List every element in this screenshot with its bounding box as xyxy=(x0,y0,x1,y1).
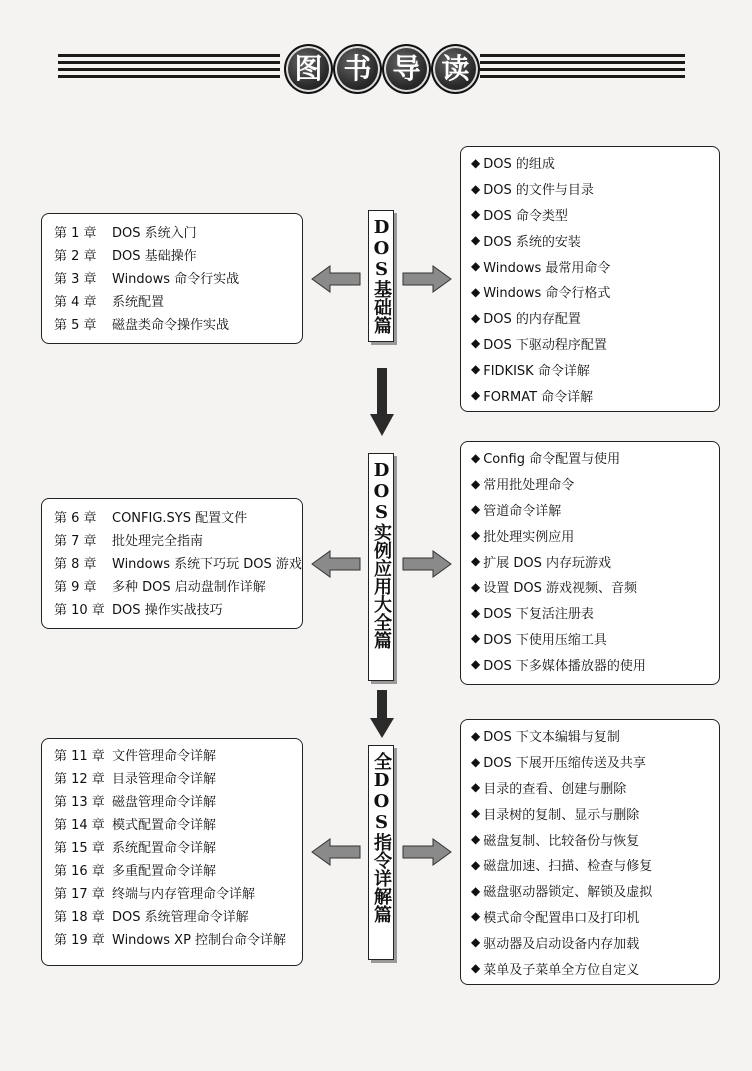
arrow-right-icon xyxy=(403,837,451,867)
topic-item: ◆ 目录树的复制、显示与删除 xyxy=(471,806,640,823)
topic-item: ◆ 批处理实例应用 xyxy=(471,528,575,545)
topic-item: ◆ FIDKISK 命令详解 xyxy=(471,362,590,379)
title-char: 导 xyxy=(382,44,431,94)
chapter-item: 第 8 章 Windows 系统下巧玩 DOS 游戏 xyxy=(54,557,302,572)
topic-item: ◆ DOS 系统的安装 xyxy=(471,233,581,250)
topic-item: ◆ DOS 的文件与目录 xyxy=(471,181,594,199)
topic-item: ◆ 模式命令配置串口及打印机 xyxy=(471,909,640,926)
chapter-item: 第 12 章 目录管理命令详解 xyxy=(54,772,217,787)
topic-item: ◆ 常用批处理命令 xyxy=(471,476,575,494)
topic-item: ◆ Config 命令配置与使用 xyxy=(471,450,621,468)
topic-item: ◆ DOS 的内存配置 xyxy=(471,310,581,328)
chapter-list-basics xyxy=(41,213,303,344)
section-label-commands: 全DOS指令详解篇 xyxy=(368,745,394,960)
arrow-left-icon xyxy=(312,549,360,579)
chapter-item: 第 10 章 DOS 操作实战技巧 xyxy=(54,603,223,618)
arrow-right-icon xyxy=(403,549,451,579)
chapter-item: 第 11 章 文件管理命令详解 xyxy=(54,749,217,764)
arrow-left-icon xyxy=(312,837,360,867)
section-label-examples: DOS实例应用大全篇 xyxy=(368,453,394,681)
chapter-item: 第 17 章 终端与内存管理命令详解 xyxy=(54,887,256,902)
topic-item: ◆ DOS 下文本编辑与复制 xyxy=(471,728,620,746)
chapter-item: 第 7 章 批处理完全指南 xyxy=(54,534,204,549)
header-lines-left xyxy=(58,54,280,88)
arrow-left-icon xyxy=(312,264,360,294)
chapter-item: 第 2 章 DOS 基础操作 xyxy=(54,249,197,264)
chapter-item: 第 15 章 系统配置命令详解 xyxy=(54,841,217,856)
chapter-item: 第 16 章 多重配置命令详解 xyxy=(54,864,217,879)
topic-list-commands xyxy=(460,719,720,985)
topic-item: ◆ DOS 下多媒体播放器的使用 xyxy=(471,657,646,674)
chapter-item: 第 19 章 Windows XP 控制台命令详解 xyxy=(54,933,287,948)
topic-item: ◆ DOS 命令类型 xyxy=(471,207,568,224)
header-lines-right xyxy=(480,54,685,88)
chapter-item: 第 18 章 DOS 系统管理命令详解 xyxy=(54,910,249,925)
topic-item: ◆ 扩展 DOS 内存玩游戏 xyxy=(471,554,611,571)
topic-item: ◆ DOS 下使用压缩工具 xyxy=(471,631,607,648)
chapter-item: 第 1 章 DOS 系统入门 xyxy=(54,226,197,241)
title-char: 读 xyxy=(431,44,480,94)
topic-item: ◆ 管道命令详解 xyxy=(471,502,562,519)
chapter-item: 第 4 章 系统配置 xyxy=(54,295,165,310)
topic-item: ◆ Windows 最常用命令 xyxy=(471,259,611,276)
topic-item: ◆ 菜单及子菜单全方位自定义 xyxy=(471,961,640,978)
chapter-list-examples xyxy=(41,498,303,629)
chapter-item: 第 9 章 多种 DOS 启动盘制作详解 xyxy=(54,580,266,595)
topic-item: ◆ 磁盘加速、扫描、检查与修复 xyxy=(471,857,653,875)
chapter-item: 第 3 章 Windows 命令行实战 xyxy=(54,272,240,287)
chapter-item: 第 13 章 磁盘管理命令详解 xyxy=(54,795,217,810)
topic-list-examples xyxy=(460,441,720,685)
page-title xyxy=(284,44,480,96)
topic-item: ◆ DOS 下复活注册表 xyxy=(471,605,594,623)
topic-item: ◆ FORMAT 命令详解 xyxy=(471,388,594,405)
topic-item: ◆ DOS 下展开压缩传送及共享 xyxy=(471,754,646,772)
topic-item: ◆ Windows 命令行格式 xyxy=(471,284,611,302)
chapter-list-commands xyxy=(41,738,303,966)
arrow-down-icon xyxy=(370,368,394,436)
chapter-item: 第 14 章 模式配置命令详解 xyxy=(54,818,217,833)
arrow-right-icon xyxy=(403,264,451,294)
topic-item: ◆ 目录的查看、创建与删除 xyxy=(471,780,627,797)
topic-list-basics xyxy=(460,146,720,412)
title-char: 图 xyxy=(284,44,333,94)
topic-item: ◆ 磁盘复制、比较备份与恢复 xyxy=(471,832,640,849)
topic-item: ◆ 设置 DOS 游戏视频、音频 xyxy=(471,579,637,597)
section-label-basics: DOS基础篇 xyxy=(368,210,394,342)
title-char: 书 xyxy=(333,44,382,94)
chapter-item: 第 5 章 磁盘类命令操作实战 xyxy=(54,318,230,333)
topic-item: ◆ DOS 下驱动程序配置 xyxy=(471,336,607,353)
arrow-down-icon xyxy=(370,690,394,738)
topic-item: ◆ DOS 的组成 xyxy=(471,155,555,173)
topic-item: ◆ 驱动器及启动设备内存加载 xyxy=(471,935,640,952)
chapter-item: 第 6 章 CONFIG.SYS 配置文件 xyxy=(54,511,248,526)
topic-item: ◆ 磁盘驱动器锁定、解锁及虚拟 xyxy=(471,883,653,901)
